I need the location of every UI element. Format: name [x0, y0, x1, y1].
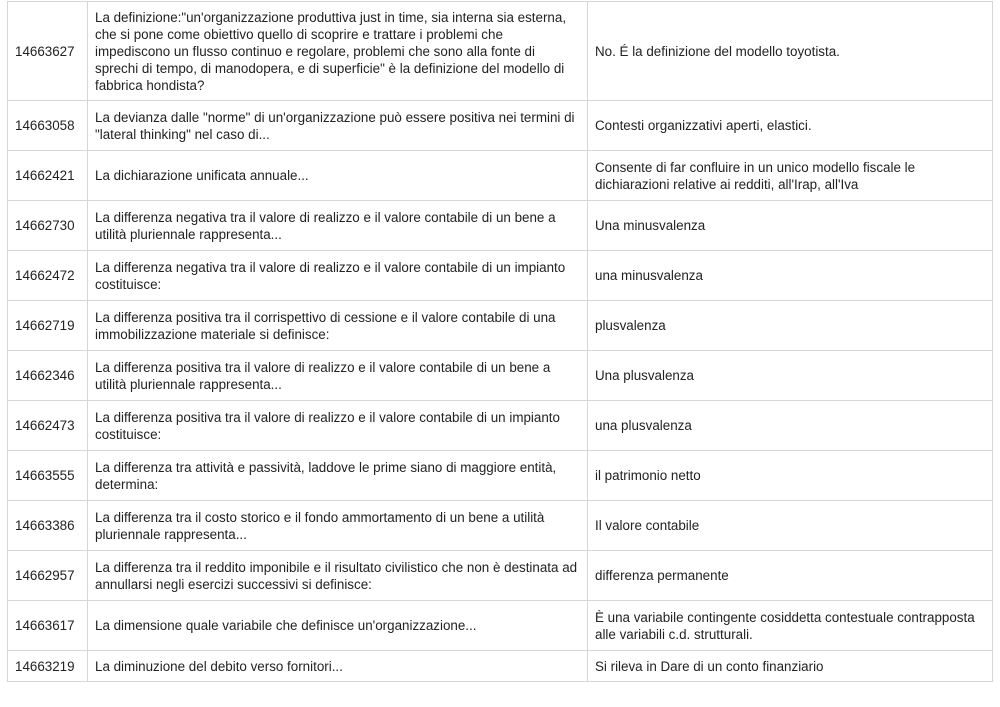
table-row [8, 151, 993, 201]
table-row [8, 301, 993, 351]
table-row [8, 501, 993, 551]
row-question: La dimensione quale variabile che definisce un'organizzazione... [88, 601, 588, 651]
table-row [8, 351, 993, 401]
row-id: 14662421 [8, 151, 88, 201]
row-id: 14663386 [8, 501, 88, 551]
row-id: 14662346 [8, 351, 88, 401]
row-question: La differenza tra il costo storico e il fondo ammortamento di un bene a utilità pluriennale rappresenta... [88, 501, 588, 551]
table-row [8, 651, 993, 682]
row-question: La differenza positiva tra il valore di realizzo e il valore contabile di un impianto costituisce: [88, 401, 588, 451]
row-answer: Una minusvalenza [588, 201, 993, 251]
row-id: 14663617 [8, 601, 88, 651]
row-question: La differenza tra attività e passività, laddove le prime siano di maggiore entità, determina: [88, 451, 588, 501]
row-question: La diminuzione del debito verso fornitori... [88, 651, 588, 682]
table-row [8, 601, 993, 651]
row-id: 14662473 [8, 401, 88, 451]
row-id: 14662472 [8, 251, 88, 301]
row-id: 14662719 [8, 301, 88, 351]
row-question: La differenza negativa tra il valore di realizzo e il valore contabile di un impianto costituisce: [88, 251, 588, 301]
row-answer: Contesti organizzativi aperti, elastici. [588, 101, 993, 151]
row-question: La devianza dalle "norme" di un'organizzazione può essere positiva nei termini di "lateral thinking" nel caso di... [88, 101, 588, 151]
row-question: La definizione:"un'organizzazione produttiva just in time, sia interna sia esterna, che si pone come obiettivo quello di scoprire e trattare i problemi che impediscono un flusso continuo e regolare, problemi che sono alla fonte di sprechi di tempo, di manodopera, e di superficie" è la definizione del modello di fabbrica hondista? [88, 2, 588, 101]
row-answer: il patrimonio netto [588, 451, 993, 501]
table-row [8, 201, 993, 251]
table-row [8, 551, 993, 601]
row-id: 14663555 [8, 451, 88, 501]
row-id: 14663219 [8, 651, 88, 682]
row-answer: È una variabile contingente cosiddetta contestuale contrapposta alle variabili c.d. strutturali. [588, 601, 993, 651]
table-row [8, 451, 993, 501]
row-question: La dichiarazione unificata annuale... [88, 151, 588, 201]
row-answer: una plusvalenza [588, 401, 993, 451]
row-id: 14662730 [8, 201, 88, 251]
table-row [8, 2, 993, 101]
row-id: 14663058 [8, 101, 88, 151]
row-answer: una minusvalenza [588, 251, 993, 301]
row-answer: differenza permanente [588, 551, 993, 601]
row-id: 14663627 [8, 2, 88, 101]
table-row [8, 251, 993, 301]
row-question: La differenza positiva tra il corrispettivo di cessione e il valore contabile di una immobilizzazione materiale si definisce: [88, 301, 588, 351]
row-question: La differenza positiva tra il valore di realizzo e il valore contabile di un bene a utilità pluriennale rappresenta... [88, 351, 588, 401]
row-answer: No. É la definizione del modello toyotista. [588, 2, 993, 101]
row-answer: Si rileva in Dare di un conto finanziario [588, 651, 993, 682]
row-question: La differenza tra il reddito imponibile e il risultato civilistico che non è destinata ad annullarsi negli esercizi successivi si definisce: [88, 551, 588, 601]
row-answer: Il valore contabile [588, 501, 993, 551]
table-row [8, 401, 993, 451]
row-answer: Consente di far confluire in un unico modello fiscale le dichiarazioni relative ai redditi, all'Irap, all'Iva [588, 151, 993, 201]
row-question: La differenza negativa tra il valore di realizzo e il valore contabile di un bene a utilità pluriennale rappresenta... [88, 201, 588, 251]
qa-table [7, 1, 993, 682]
table-row [8, 101, 993, 151]
qa-table-body [8, 2, 993, 682]
row-answer: Una plusvalenza [588, 351, 993, 401]
row-answer: plusvalenza [588, 301, 993, 351]
row-id: 14662957 [8, 551, 88, 601]
